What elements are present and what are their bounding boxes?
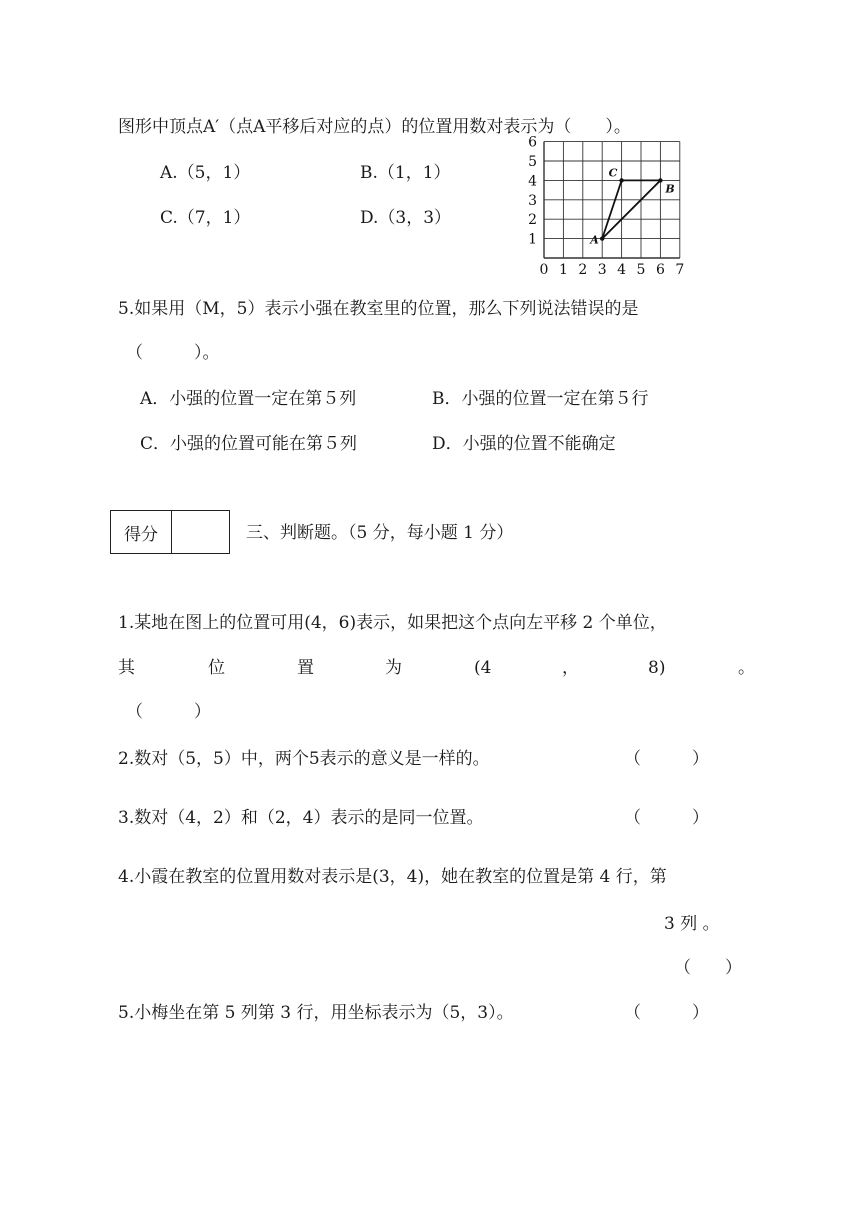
score-blank-cell[interactable]: [172, 511, 229, 553]
y-tick-label: 4: [528, 173, 537, 190]
grid-lines: [544, 142, 680, 258]
judge-1-word: 为: [385, 658, 402, 678]
q5-option-a: A．小强的位置一定在第５列: [140, 389, 357, 409]
score-box: [110, 510, 230, 554]
point-c-dot: [619, 178, 623, 182]
judge-1-word: 8): [648, 658, 666, 678]
x-tick-label: 7: [675, 262, 685, 278]
q4-stem: 图形中顶点A′（点A平移后对应的点）的位置用数对表示为（ ）。: [118, 117, 631, 137]
y-tick-label: 6: [528, 134, 537, 151]
point-a-dot: [600, 236, 604, 240]
judge-1-answer-paren[interactable]: （ ）: [126, 702, 211, 722]
judge-3-answer-paren[interactable]: （ ）: [624, 808, 709, 828]
judge-1-word: (4: [474, 658, 492, 678]
q4-option-a: A.（5，1）: [160, 163, 251, 183]
y-tick-label: 2: [528, 212, 537, 229]
q4-option-c: C.（7，1）: [160, 208, 251, 228]
point-c-label: C: [608, 166, 618, 180]
q5-option-b: B．小强的位置一定在第５行: [432, 389, 649, 409]
judge-5-text: 5.小梅坐在第 5 列第 3 行，用坐标表示为（5，3）。: [118, 1003, 514, 1023]
x-tick-label: 2: [578, 262, 588, 278]
point-b-dot: [658, 178, 662, 182]
point-a-label: A: [590, 233, 599, 247]
judge-2-answer-paren[interactable]: （ ）: [624, 749, 709, 769]
y-tick-label: 3: [528, 192, 537, 209]
q5-answer-paren: （ ）。: [126, 343, 220, 363]
q4-option-b: B.（1，1）: [360, 163, 451, 183]
x-tick-label: 1: [558, 262, 568, 278]
judge-5-answer-paren[interactable]: （ ）: [624, 1003, 709, 1023]
coordinate-grid-figure: [520, 134, 695, 278]
x-tick-label: 6: [655, 262, 665, 278]
section3-title: 三、判断题。（5 分，每小题 1 分）: [246, 523, 514, 543]
judge-3-text: 3.数对（4，2）和（2，4）表示的是同一位置。: [118, 808, 484, 828]
x-tick-label: 0: [539, 262, 549, 278]
judge-1-word: 其: [118, 658, 135, 678]
q5-option-c: C．小强的位置可能在第５列: [140, 434, 358, 454]
judge-2-text: 2.数对（5，5）中，两个5表示的意义是一样的。: [118, 749, 490, 769]
judge-1-word: ，: [562, 658, 579, 678]
x-tick-label: 4: [617, 262, 627, 278]
x-tick-label: 5: [636, 262, 646, 278]
q5-option-d: D．小强的位置不能确定: [432, 434, 616, 454]
q5-stem: 5.如果用（M，5）表示小强在教室里的位置，那么下列说法错误的是: [118, 299, 639, 319]
score-label: 得分: [111, 511, 172, 553]
judge-4-line2: 3 列 。: [664, 914, 720, 934]
judge-1-line2: [0, 657, 860, 679]
judge-1-word: 置: [297, 658, 314, 678]
judge-1-word: 。: [738, 658, 755, 678]
judge-4-line1: 4.小霞在教室的位置用数对表示是(3，4)，她在教室的位置是第 4 行，第: [118, 867, 667, 887]
judge-1-word: 位: [208, 658, 225, 678]
point-b-label: B: [665, 182, 675, 196]
x-tick-label: 3: [597, 262, 607, 278]
y-tick-label: 5: [528, 154, 537, 170]
triangle-abc: [602, 180, 660, 238]
judge-1-line1: 1.某地在图上的位置可用(4，6)表示，如果把这个点向左平移 2 个单位，: [118, 613, 667, 633]
y-tick-label: 1: [528, 231, 537, 248]
q4-option-d: D.（3，3）: [360, 208, 452, 228]
judge-4-answer-paren[interactable]: （ ）: [674, 958, 742, 978]
